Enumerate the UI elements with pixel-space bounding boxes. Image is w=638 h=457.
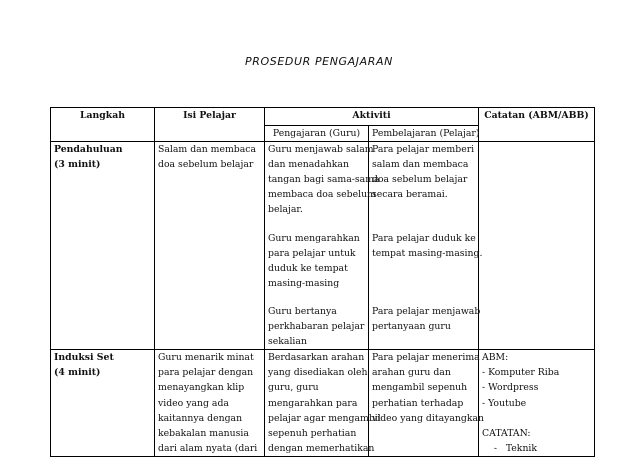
isi-line: kebakalan manusia (158, 427, 249, 439)
guru-line: perkhabaran pelajar (268, 321, 365, 333)
guru-line: mengarahkan para (268, 397, 358, 409)
guru-line: Guru mengarahkan (268, 232, 360, 244)
isi-line: Guru menarik minat (158, 352, 254, 364)
guru-cell (265, 142, 380, 350)
isi-line: kaitannya dengan (158, 412, 243, 424)
catatan-line: CATATAN: (482, 427, 531, 439)
guru-line: duduk ke tempat (268, 262, 348, 274)
subheader-pembelajaran-pelajar: Pembelajaran (Pelajar) (369, 126, 479, 142)
langkah-duration: (4 minit) (54, 367, 101, 379)
guru-line: sepenuh perhatian (268, 427, 357, 439)
catatan-line: - Teknik (482, 442, 538, 454)
langkah-duration: (3 minit) (54, 159, 101, 171)
pelajar-line: doa sebelum belajar (372, 174, 468, 186)
document-title: PROSEDUR PENGAJARAN (245, 55, 393, 68)
catatan-cell (479, 142, 595, 350)
header-isi-pelajar: Isi Pelajar (155, 108, 265, 142)
pelajar-line: perhatian terhadap (372, 397, 464, 409)
isi-cell (155, 350, 265, 457)
guru-cell (265, 350, 381, 457)
isi-line: Salam dan membaca (158, 144, 257, 156)
langkah-cell (51, 142, 155, 350)
pelajar-line: Para pelajar menerima (372, 352, 480, 364)
pelajar-line: Para pelajar memberi (372, 144, 475, 156)
guru-line: para pelajar untuk (268, 247, 356, 259)
catatan-cell (479, 350, 595, 457)
guru-line: dengan memerhatikan (268, 442, 375, 454)
guru-line: Guru menjawab salam (268, 144, 374, 156)
isi-cell (155, 142, 265, 350)
procedure-table (50, 107, 595, 457)
header-row (51, 108, 595, 126)
guru-line: belajar. (268, 204, 303, 216)
pelajar-line: tempat masing-masing. (372, 247, 483, 259)
pelajar-line: pertanyaan guru (372, 321, 451, 333)
catatan-line: - Komputer Riba (482, 367, 560, 379)
header-langkah: Langkah (51, 108, 155, 142)
catatan-line: - Youtube (482, 397, 527, 409)
table-row-induksi-set (51, 350, 595, 457)
guru-line: tangan bagi sama-sama (268, 174, 380, 186)
pelajar-line: arahan guru dan (372, 367, 451, 379)
pelajar-line: mengambil sepenuh (372, 382, 468, 394)
isi-line: video yang ada (158, 397, 229, 409)
langkah-name: Induksi Set (54, 352, 114, 364)
pelajar-line: Para pelajar duduk ke (372, 232, 476, 244)
isi-line: doa sebelum belajar (158, 159, 254, 171)
guru-line: masing-masing (268, 277, 340, 289)
pelajar-cell (369, 350, 485, 457)
catatan-line: ABM: (482, 352, 509, 364)
langkah-name: Pendahuluan (54, 144, 123, 156)
isi-line: menayangkan klip (158, 382, 245, 394)
table-row-pendahuluan (51, 142, 595, 350)
pelajar-line: video yang ditayangkan (372, 412, 485, 424)
langkah-cell (51, 350, 155, 457)
guru-line: dan menadahkan (268, 159, 349, 171)
guru-line: membaca doa sebelum (268, 189, 376, 201)
pelajar-line: Para pelajar menjawab (372, 305, 481, 317)
guru-line: Guru bertanya (268, 305, 337, 317)
guru-line: Berdasarkan arahan (268, 352, 365, 364)
header-catatan: Catatan (ABM/ABB) (479, 108, 595, 142)
guru-line: guru, guru (268, 382, 319, 394)
catatan-line (482, 411, 591, 426)
catatan-line: - Wordpress (482, 382, 539, 394)
isi-line: dari alam nyata (dari (158, 442, 258, 454)
guru-line: yang disediakan oleh (268, 367, 368, 379)
header-aktiviti: Aktiviti (265, 108, 479, 126)
pelajar-line: salam dan membaca (372, 159, 469, 171)
subheader-pengajaran-guru: Pengajaran (Guru) (265, 126, 369, 142)
pelajar-line: secara beramai. (372, 189, 448, 201)
isi-line: para pelajar dengan (158, 367, 254, 379)
guru-line: sekalian (268, 336, 307, 348)
pelajar-cell (369, 142, 483, 350)
guru-line: pelajar agar mengambil (268, 412, 381, 424)
